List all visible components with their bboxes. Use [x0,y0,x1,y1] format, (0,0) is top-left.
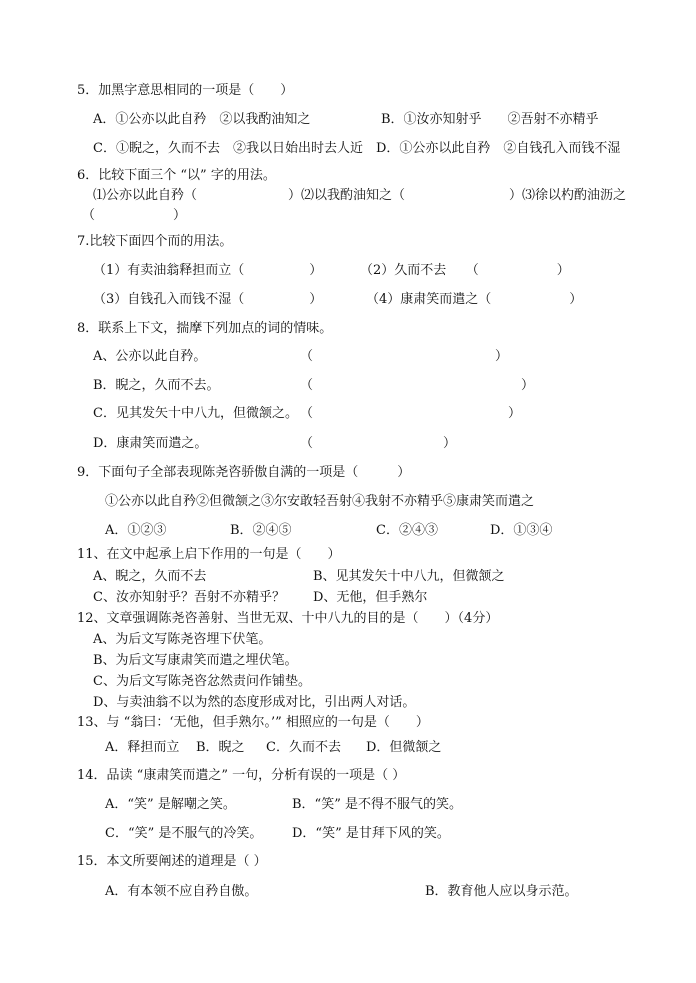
q9-option-b: B．②④⑤ [230,523,292,538]
q5-option-d: D．①公亦以此自矜 ②自钱孔入而钱不湿 [376,141,621,156]
q9-option-a: A．①②③ [105,523,167,538]
q5-option-c: C．①睨之，久而不去 ②我以日始出时去人近 [93,141,363,156]
q14-stem: 14．品读 “康肃笑而遣之” 一句，分析有误的一项是（ ） [77,768,406,783]
q9-items: ①公亦以此自矜②但微颔之③尔安敢轻吾射④我射不亦精乎⑤康肃笑而遣之 [105,494,535,509]
q6-blank: （ ） [82,208,187,223]
q11-stem: 11、在文中起承上启下作用的一句是（ ） [77,547,341,562]
q5-option-b: B．①汝亦知射乎 ②吾射不亦精乎 [381,112,599,127]
q8-option-a: A、公亦以此自矜。 [93,349,207,364]
q8-option-b: B．睨之，久而不去。 [93,378,220,393]
q12-stem: 12、文章强调陈尧咨善射、当世无双、十中八九的目的是（ ）（4分） [77,611,499,626]
q6-stem: 6．比较下面三个 “以” 字的用法。 [77,168,276,183]
q8-option-d: D．康肃笑而遣之。 [93,436,208,451]
q8-blank-a: （ ） [300,349,509,364]
q14-option-c: C．“笑” 是不服气的冷笑。 [105,826,263,841]
q9-stem: 9．下面句子全部表现陈尧咨骄傲自满的一项是（ ） [77,465,411,480]
q8-blank-d: （ ） [300,436,457,451]
q5-option-a: A．①公亦以此自矜 ②以我酌油知之 [93,112,311,127]
q12-option-a: A、为后文写陈尧咨埋下伏笔。 [93,632,272,647]
q15-option-b: B．教育他人应以身示范。 [425,884,578,899]
q7-item-3: （3）自钱孔入而钱不湿（ ） [93,292,323,307]
q7-item-2: （2）久而不去 （ ） [360,263,570,278]
q11-option-b: B、见其发矢十中八九，但微颔之 [313,569,505,584]
q12-option-b: B、为后文写康肃笑而遣之埋伏笔。 [93,653,298,668]
q14-option-b: B．“笑” 是不得不服气的笑。 [292,797,462,812]
q6-items: ⑴公亦以此自矜（ ）⑵以我酌油知之（ ）⑶徐以杓酌油沥之 [93,188,627,203]
q13-option-a: A．释担而立 [105,740,180,755]
q14-option-d: D．“笑” 是甘拜下风的笑。 [292,826,450,841]
q15-stem: 15．本文所要阐述的道理是（ ） [77,854,267,869]
q8-option-c: C．见其发矢十中八九，但微颔之。 [93,406,298,421]
q8-blank-b: （ ） [300,378,535,393]
q13-option-c: C．久而不去 [266,740,341,755]
q9-option-d: D．①③④ [490,523,553,538]
q15-option-a: A．有本领不应自矜自傲。 [105,884,258,899]
q11-option-c: C、汝亦知射乎？吾射不亦精乎？ [93,590,285,605]
q7-item-4: （4）康肃笑而遣之（ ） [366,292,583,307]
q5-stem: 5．加黑字意思相同的一项是（ ） [77,83,294,98]
q13-option-d: D．但微颔之 [366,740,442,755]
q9-option-c: C．②④③ [376,523,438,538]
q8-stem: 8．联系上下文，揣摩下列加点的词的情味。 [77,321,333,336]
q11-option-a: A、睨之，久而不去 [93,569,207,584]
q14-option-a: A．“笑” 是解嘲之笑。 [105,797,236,812]
q11-option-d: D、无他，但手熟尔 [313,590,428,605]
q13-stem: 13、与 “翁曰：‘无他，但手熟尔。’” 相照应的一句是（ ） [77,715,429,730]
q7-stem: 7.比较下面四个而的用法。 [77,234,233,249]
q8-blank-c: （ ） [300,406,522,421]
q12-option-c: C、为后文写陈尧咨忿然责问作铺垫。 [93,674,311,689]
q12-option-d: D、与卖油翁不以为然的态度形成对比，引出两人对话。 [93,695,416,710]
q7-item-1: （1）有卖油翁释担而立（ ） [93,263,323,278]
q13-option-b: B．睨之 [196,740,245,755]
